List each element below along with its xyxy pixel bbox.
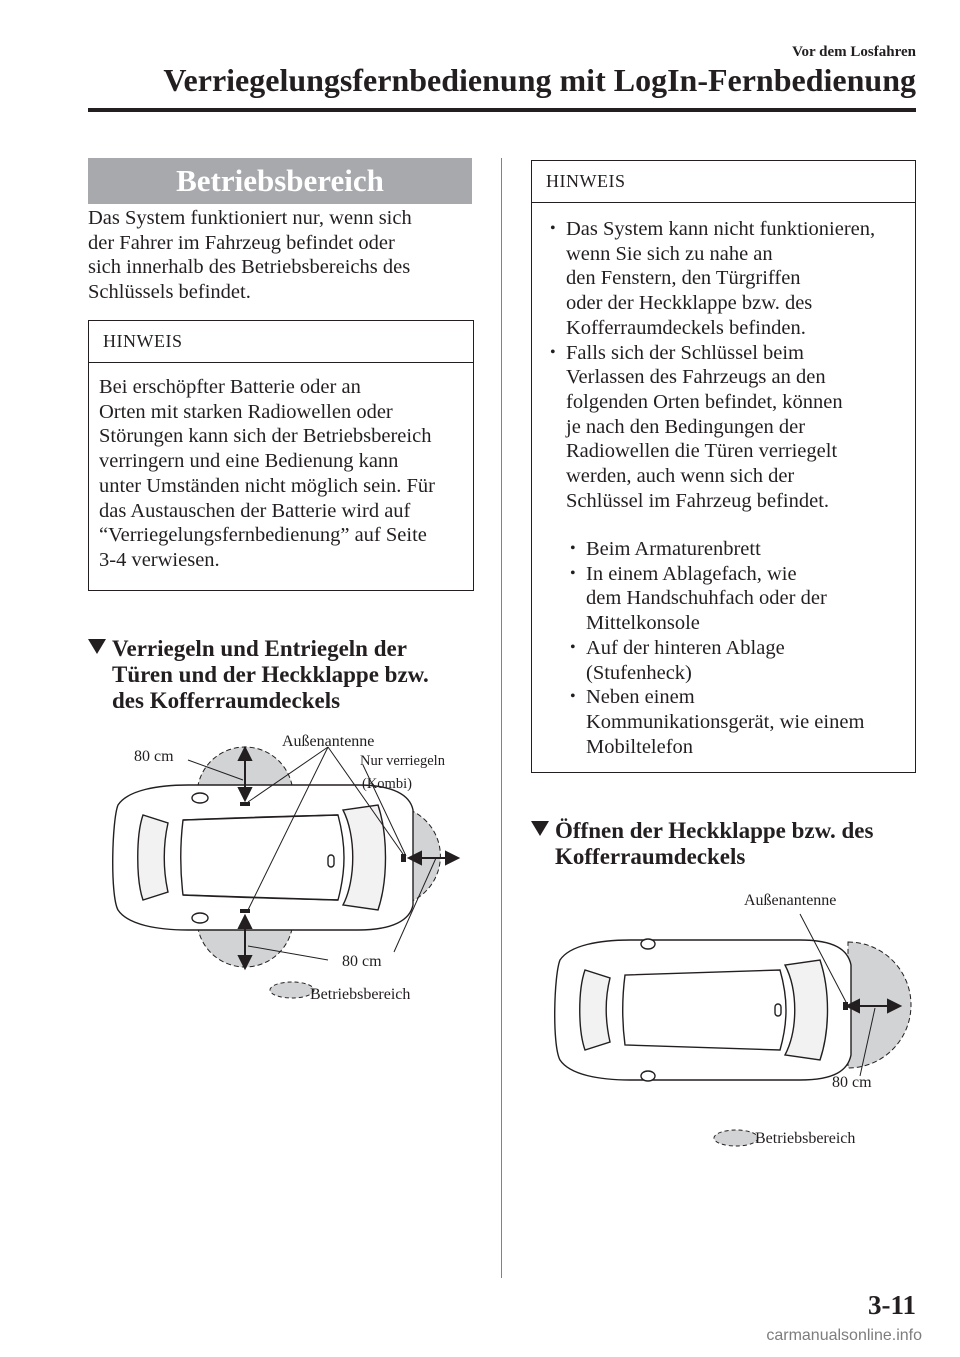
subsection-heading-lock-unlock: Verriegeln und Entriegeln der Türen und der Heckklappe bzw. des Kofferraumdeckels [88, 636, 478, 714]
list-item: • Neben einem Kommunikationsgerät, wie einem Mobiltelefon [570, 686, 865, 758]
figure1-label-lock-only: Nur verriegeln [360, 753, 445, 769]
page-title: Verriegelungsfernbedienung mit LogIn-Fernbedienung [163, 62, 916, 98]
section-banner: Betriebsbereich [88, 158, 472, 204]
page-number: 3-11 [867, 1290, 916, 1320]
list-item: • Auf der hinteren Ablage (Stufenheck) [570, 636, 785, 684]
figure1-label-distance-top: 80 cm [134, 748, 174, 765]
figure1-label-kombi: (Kombi) [362, 776, 412, 792]
intro-line: der Fahrer im Fahrzeug befindet oder [88, 231, 395, 254]
figure1-label-distance-bottom: 80 cm [342, 953, 382, 970]
watermark: carmanualsonline.info [766, 1327, 922, 1344]
note-line: unter Umständen nicht möglich sein. Für [99, 474, 435, 497]
note-body [99, 375, 469, 573]
car-top-view [113, 785, 413, 930]
figure1-label-range: Betriebsbereich [310, 986, 411, 1003]
note-sublist [562, 537, 917, 759]
note-line: “Verriegelungsfernbedienung” auf Seite [99, 524, 427, 547]
chapter-title: Vor dem Losfahren [792, 44, 916, 60]
bullet-icon: • [570, 540, 576, 557]
bullet-icon: • [570, 564, 576, 582]
range-legend-swatch [714, 1130, 758, 1146]
triangle-bullet-icon [88, 639, 106, 654]
intro-line: Das System funktioniert nur, wenn sich [88, 207, 412, 229]
intro-line: sich innerhalb des Betriebsbereichs des [88, 256, 411, 279]
list-item: • Beim Armaturenbrett [570, 538, 761, 560]
note-box-proximity [531, 160, 916, 773]
intro-line: Schlüssels befindet. [88, 281, 251, 304]
header-rule [88, 108, 916, 112]
note-line: Bei erschöpfter Batterie oder an [99, 376, 361, 398]
note-heading: HINWEIS [89, 321, 473, 363]
car-top-view [555, 939, 851, 1081]
note-heading: HINWEIS [532, 161, 915, 203]
range-legend-swatch [270, 982, 314, 998]
note-line: Störungen kann sich der Betriebsbereich [99, 425, 432, 448]
list-item: • In einem Ablagefach, wie dem Handschuhfach oder der Mittelkonsole [570, 562, 827, 635]
triangle-bullet-icon [531, 821, 549, 836]
bullet-icon: • [570, 688, 576, 706]
note-line: das Austauschen der Batterie wird auf [99, 499, 411, 522]
note-list [542, 217, 917, 513]
figure1-label-antenna: Außenantenne [282, 733, 375, 750]
bullet-icon: • [550, 220, 556, 237]
intro-paragraph [88, 206, 478, 305]
bullet-icon: • [570, 638, 576, 656]
list-item: • Das System kann nicht funktionieren, wenn Sie sich zu nahe an den Fenstern, den Türgriffen oder der Heckklappe bzw. des Kofferraumdeckels befinden. [550, 218, 876, 339]
note-line: verringern und eine Bedienung kann [99, 450, 399, 473]
bullet-icon: • [550, 343, 556, 361]
figure-operating-range-tailgate [530, 880, 920, 1160]
note-box-battery [88, 320, 474, 591]
figure2-label-distance: 80 cm [832, 1074, 872, 1091]
note-line: Orten mit starken Radiowellen oder [99, 400, 393, 423]
figure2-label-range: Betriebsbereich [755, 1130, 856, 1147]
list-item: • Falls sich der Schlüssel beim Verlassen des Fahrzeugs an den folgenden Orten befindet, können je nach den Bedingungen der Radiowellen die Türen verriegelt werden, auch wenn sich der Schlüssel im Fahrzeug befindet. [550, 341, 843, 512]
column-divider [501, 158, 502, 1278]
note-line: 3-4 verwiesen. [99, 548, 220, 571]
subsection-heading-open-tailgate: Öffnen der Heckklappe bzw. des Kofferraumdeckels [531, 818, 921, 870]
figure2-label-antenna: Außenantenne [744, 892, 837, 909]
